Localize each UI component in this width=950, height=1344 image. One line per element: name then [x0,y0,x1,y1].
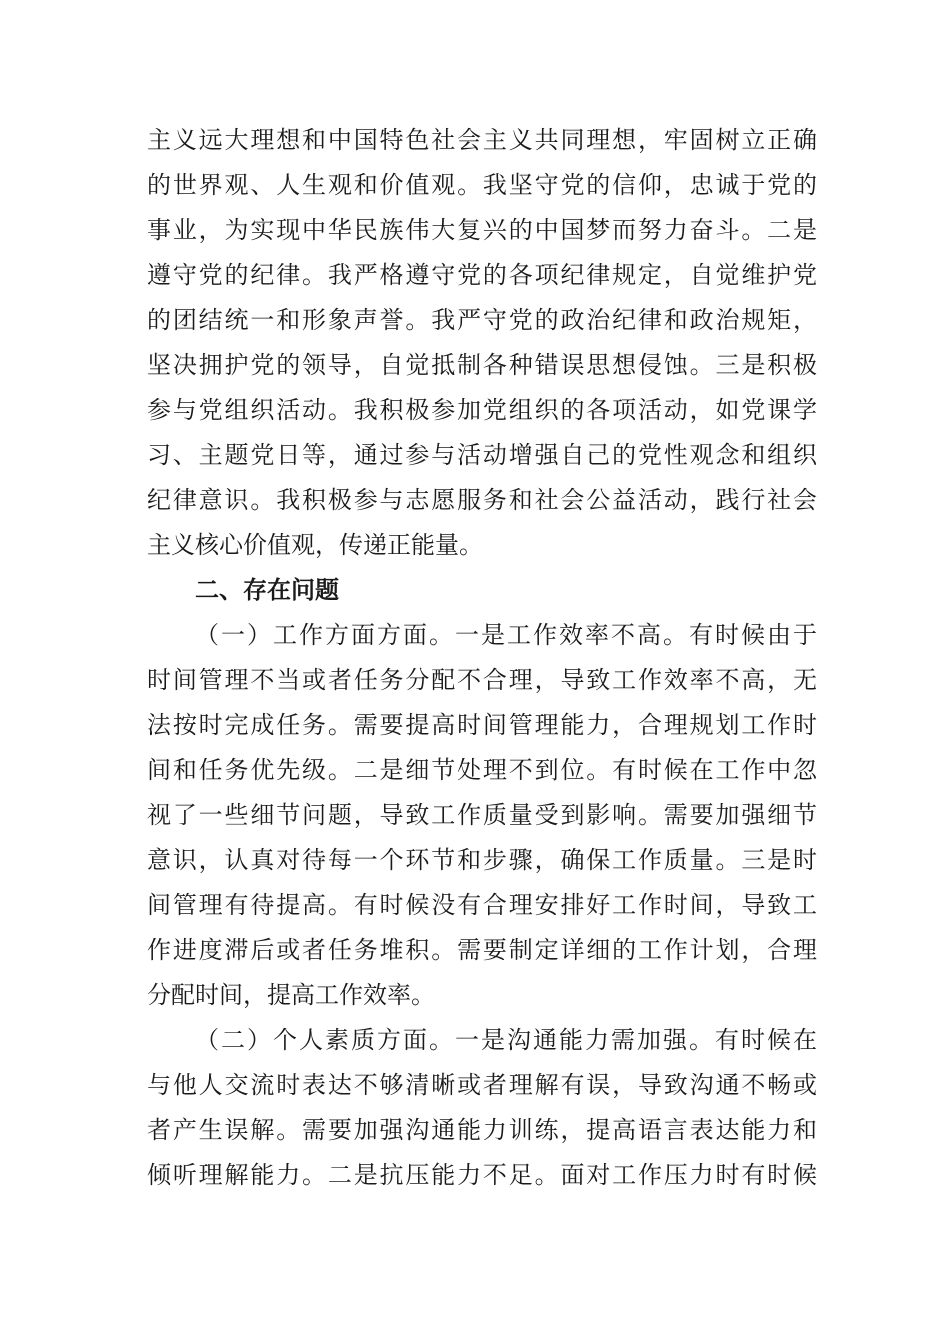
body-text-line: 习、主题党日等，通过参与活动增强自己的党性观念和组织 [147,441,817,469]
subsection-first-line: （一）工作方面方面。一是工作效率不高。有时候由于 [195,621,817,649]
document-body [147,118,817,1198]
body-text-line: 主义远大理想和中国特色社会主义共同理想，牢固树立正确 [147,126,817,154]
body-text-line: 参与党组织活动。我积极参加党组织的各项活动，如党课学 [147,396,817,424]
body-text-line: 倾听理解能力。二是抗压能力不足。面对工作压力时有时候 [147,1161,817,1189]
body-text-line: 坚决拥护党的领导，自觉抵制各种错误思想侵蚀。三是积极 [147,351,817,379]
body-text-line: 时间管理不当或者任务分配不合理，导致工作效率不高，无 [147,666,817,694]
body-text-line: 作进度滞后或者任务堆积。需要制定详细的工作计划，合理 [147,936,817,964]
body-text-line: 者产生误解。需要加强沟通能力训练，提高语言表达能力和 [147,1116,817,1144]
body-text-line: 与他人交流时表达不够清晰或者理解有误，导致沟通不畅或 [147,1071,817,1099]
body-text-line: 的世界观、人生观和价值观。我坚守党的信仰，忠诚于党的 [147,171,817,199]
subsection-first-line: （二）个人素质方面。一是沟通能力需加强。有时候在 [195,1026,817,1054]
section-heading: 二、存在问题 [195,576,339,604]
body-text-line: 纪律意识。我积极参与志愿服务和社会公益活动，践行社会 [147,486,817,514]
body-text-line: 主义核心价值观，传递正能量。 [147,531,483,559]
body-text-line: 的团结统一和形象声誉。我严守党的政治纪律和政治规矩， [147,306,817,334]
body-text-line: 遵守党的纪律。我严格遵守党的各项纪律规定，自觉维护党 [147,261,817,289]
body-text-line: 法按时完成任务。需要提高时间管理能力，合理规划工作时 [147,711,817,739]
body-text-line: 意识，认真对待每一个环节和步骤，确保工作质量。三是时 [147,846,817,874]
body-text-line: 间管理有待提高。有时候没有合理安排好工作时间，导致工 [147,891,817,919]
body-text-line: 间和任务优先级。二是细节处理不到位。有时候在工作中忽 [147,756,817,784]
body-text-line: 视了一些细节问题，导致工作质量受到影响。需要加强细节 [147,801,817,829]
body-text-line: 分配时间，提高工作效率。 [147,981,435,1009]
body-text-line: 事业，为实现中华民族伟大复兴的中国梦而努力奋斗。二是 [147,216,817,244]
